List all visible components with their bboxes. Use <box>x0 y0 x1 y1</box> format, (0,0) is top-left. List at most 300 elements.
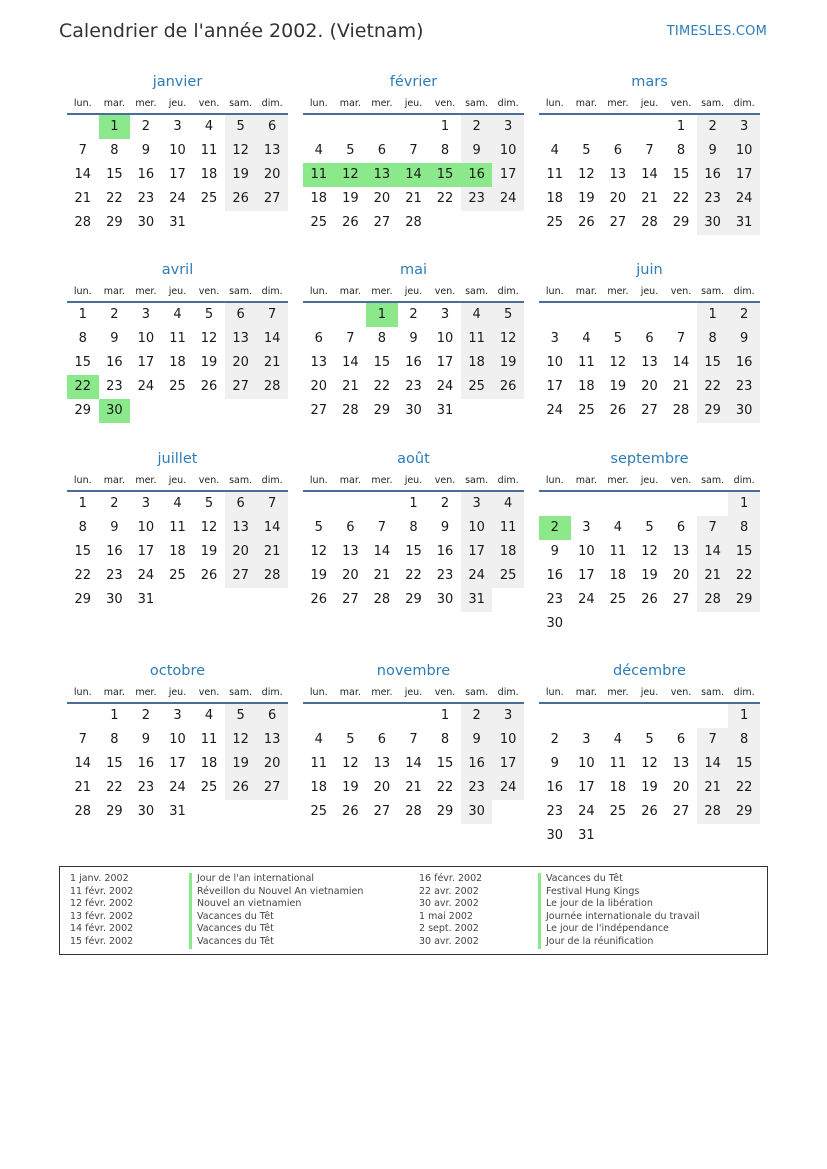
day-cell: 2 <box>697 115 729 139</box>
day-cell: 19 <box>342 780 359 795</box>
day-cell: 30 <box>461 800 493 824</box>
day-cell: 31 <box>578 828 595 843</box>
weekday-label: dim. <box>261 687 283 698</box>
day-cell: 30 <box>728 399 760 423</box>
day-cell: 15 <box>74 544 92 559</box>
day-cell: 27 <box>641 403 658 418</box>
weekday-label: ven. <box>670 286 692 297</box>
empty-day-cell <box>634 492 666 516</box>
day-cell: 7 <box>256 303 288 327</box>
legend-holiday-name: Vacances du Têt <box>189 923 363 936</box>
weekday-label: mer. <box>607 286 629 297</box>
day-cell: 14 <box>672 355 690 370</box>
weekday-label: lun. <box>309 687 328 698</box>
day-cell: 26 <box>641 592 658 607</box>
day-cell: 14 <box>373 544 391 559</box>
empty-day-cell <box>697 704 729 728</box>
weekday-label: mar. <box>103 98 125 109</box>
day-cell: 12 <box>492 327 524 351</box>
day-cell: 31 <box>461 588 493 612</box>
empty-day-cell <box>539 492 571 516</box>
day-cell: 11 <box>609 544 627 559</box>
day-cell: 19 <box>225 752 257 776</box>
day-cell: 21 <box>697 564 729 588</box>
day-cell: 9 <box>550 756 559 771</box>
weekday-label: sam. <box>701 687 725 698</box>
day-cell: 27 <box>672 592 690 607</box>
day-cell: 11 <box>200 143 218 158</box>
legend-holiday-name: Jour de la réunification <box>538 936 700 949</box>
day-cell: 4 <box>204 119 214 134</box>
legend-date: 1 janv. 2002 <box>70 873 129 884</box>
legend-holiday-name: Le jour de l'indépendance <box>538 923 700 936</box>
weekday-label: mar. <box>103 286 125 297</box>
day-cell: 10 <box>137 520 155 535</box>
day-cell: 8 <box>409 520 418 535</box>
day-cell: 15 <box>697 351 729 375</box>
day-cell: 25 <box>461 375 493 399</box>
day-cell: 3 <box>173 708 182 723</box>
day-cell: 4 <box>613 520 623 535</box>
day-cell: 18 <box>310 191 328 206</box>
holiday-day-cell: 11 <box>303 163 335 187</box>
day-cell: 3 <box>141 496 151 511</box>
day-cell: 21 <box>256 351 288 375</box>
day-cell: 15 <box>74 355 92 370</box>
day-cell: 25 <box>310 804 328 819</box>
day-cell: 16 <box>546 568 564 583</box>
day-cell: 7 <box>377 520 387 535</box>
day-cell: 8 <box>697 327 729 351</box>
legend-date: 1 mai 2002 <box>419 910 473 922</box>
day-cell: 12 <box>641 756 658 771</box>
day-cell: 23 <box>546 592 564 607</box>
day-cell: 18 <box>609 568 627 583</box>
day-cell: 17 <box>728 163 760 187</box>
day-cell: 28 <box>256 564 288 588</box>
empty-day-cell <box>67 115 99 139</box>
weekday-label: ven. <box>198 687 220 698</box>
day-cell: 16 <box>106 355 123 370</box>
day-cell: 21 <box>697 776 729 800</box>
weekday-label: mer. <box>135 98 157 109</box>
day-cell: 30 <box>106 592 123 607</box>
day-cell: 9 <box>110 331 119 346</box>
weekday-label: sam. <box>229 687 253 698</box>
month-block <box>303 71 524 235</box>
empty-day-cell <box>303 115 335 139</box>
day-cell: 8 <box>728 728 760 752</box>
weekday-label: sam. <box>465 475 489 486</box>
weekday-label: ven. <box>670 475 692 486</box>
empty-day-cell <box>571 303 603 327</box>
weekday-label: ven. <box>434 286 456 297</box>
day-cell: 6 <box>314 331 323 346</box>
day-cell: 9 <box>440 520 450 535</box>
legend-names-column-2 <box>538 873 700 949</box>
day-cell: 15 <box>436 756 454 771</box>
day-cell: 26 <box>200 568 218 583</box>
weekday-label: dim. <box>261 286 283 297</box>
day-cell: 26 <box>609 403 627 418</box>
day-cell: 15 <box>728 540 760 564</box>
day-cell: 21 <box>342 379 359 394</box>
day-cell: 30 <box>546 616 564 631</box>
legend-holiday-name: Jour de l'an international <box>189 873 363 886</box>
legend-holiday-name: Festival Hung Kings <box>538 886 700 899</box>
day-cell: 2 <box>550 732 559 747</box>
day-cell: 25 <box>492 564 524 588</box>
day-cell: 7 <box>676 331 686 346</box>
day-cell: 22 <box>373 379 391 394</box>
day-cell: 13 <box>256 728 288 752</box>
empty-day-cell <box>335 303 367 327</box>
day-cell: 8 <box>676 143 686 158</box>
day-cell: 5 <box>225 704 257 728</box>
legend-date: 15 févr. 2002 <box>70 935 134 947</box>
weekday-label: mer. <box>607 687 629 698</box>
weekday-label: jeu. <box>168 687 187 698</box>
empty-day-cell <box>335 115 367 139</box>
day-cell: 20 <box>225 351 257 375</box>
day-cell: 5 <box>645 520 654 535</box>
weekday-label: lun. <box>309 98 328 109</box>
empty-day-cell <box>366 704 398 728</box>
weekday-label: ven. <box>434 475 456 486</box>
weekday-label: mer. <box>607 475 629 486</box>
day-cell: 16 <box>405 355 422 370</box>
weekday-label: dim. <box>497 98 519 109</box>
day-cell: 29 <box>728 588 760 612</box>
weekday-label: sam. <box>701 475 725 486</box>
day-cell: 25 <box>310 215 328 230</box>
day-cell: 26 <box>492 375 524 399</box>
day-cell: 12 <box>342 756 359 771</box>
weekday-label: mar. <box>103 687 125 698</box>
day-cell: 10 <box>461 516 493 540</box>
day-cell: 29 <box>373 403 391 418</box>
day-cell: 19 <box>200 355 218 370</box>
day-cell: 17 <box>578 780 595 795</box>
weekday-label: dim. <box>497 475 519 486</box>
weekday-label: jeu. <box>168 475 187 486</box>
weekday-label: mar. <box>575 286 597 297</box>
month-block <box>67 660 288 824</box>
day-cell: 2 <box>141 119 151 134</box>
day-cell: 12 <box>578 167 595 182</box>
weekday-label: lun. <box>309 475 328 486</box>
day-cell: 20 <box>672 568 690 583</box>
day-cell: 23 <box>137 191 155 206</box>
month-name: juin <box>636 262 663 278</box>
day-cell: 4 <box>582 331 591 346</box>
day-grid <box>67 704 288 824</box>
empty-day-cell <box>665 492 697 516</box>
legend-dates-column-1 <box>70 873 133 949</box>
empty-day-cell <box>571 492 603 516</box>
weekday-label: ven. <box>198 98 220 109</box>
weekday-label: ven. <box>670 687 692 698</box>
day-cell: 25 <box>200 780 218 795</box>
day-cell: 12 <box>609 355 627 370</box>
empty-day-cell <box>303 303 335 327</box>
day-cell: 11 <box>546 167 564 182</box>
day-cell: 29 <box>672 215 690 230</box>
day-cell: 31 <box>436 403 454 418</box>
day-cell: 27 <box>256 187 288 211</box>
day-cell: 6 <box>613 143 623 158</box>
day-cell: 21 <box>373 568 391 583</box>
day-cell: 7 <box>409 732 418 747</box>
day-cell: 9 <box>697 139 729 163</box>
day-cell: 12 <box>225 139 257 163</box>
day-cell: 27 <box>225 564 257 588</box>
holiday-day-cell: 30 <box>99 399 131 423</box>
day-cell: 9 <box>461 728 493 752</box>
day-cell: 11 <box>609 756 627 771</box>
day-cell: 11 <box>169 520 186 535</box>
day-cell: 5 <box>204 496 214 511</box>
day-cell: 13 <box>342 544 359 559</box>
day-cell: 20 <box>672 780 690 795</box>
day-cell: 14 <box>74 756 92 771</box>
day-cell: 31 <box>728 211 760 235</box>
day-cell: 1 <box>697 303 729 327</box>
day-cell: 26 <box>342 215 359 230</box>
day-cell: 24 <box>492 776 524 800</box>
day-cell: 22 <box>106 191 123 206</box>
holiday-day-cell: 1 <box>366 303 398 327</box>
weekday-label: dim. <box>497 286 519 297</box>
day-cell: 19 <box>641 780 658 795</box>
weekday-label: dim. <box>261 98 283 109</box>
day-cell: 2 <box>440 496 450 511</box>
empty-day-cell <box>665 303 697 327</box>
legend-holiday-name: Nouvel an vietnamien <box>189 898 363 911</box>
weekday-label: jeu. <box>640 687 659 698</box>
weekday-label: mer. <box>371 286 393 297</box>
day-cell: 1 <box>78 307 87 322</box>
day-cell: 19 <box>342 191 359 206</box>
day-cell: 8 <box>440 732 450 747</box>
weekday-header <box>67 93 288 115</box>
day-cell: 10 <box>728 139 760 163</box>
holiday-day-cell: 13 <box>366 163 398 187</box>
weekday-label: jeu. <box>404 475 423 486</box>
empty-day-cell <box>398 115 430 139</box>
day-cell: 25 <box>578 403 595 418</box>
day-cell: 11 <box>169 331 186 346</box>
weekday-header <box>539 682 760 704</box>
empty-day-cell <box>366 115 398 139</box>
day-cell: 29 <box>728 800 760 824</box>
weekday-label: dim. <box>733 687 755 698</box>
empty-day-cell <box>366 492 398 516</box>
day-cell: 16 <box>137 167 155 182</box>
holiday-legend <box>59 866 768 955</box>
empty-day-cell <box>634 303 666 327</box>
legend-date: 22 avr. 2002 <box>419 885 479 897</box>
legend-date: 30 avr. 2002 <box>419 898 479 910</box>
weekday-label: mer. <box>135 687 157 698</box>
day-cell: 24 <box>546 403 564 418</box>
day-cell: 17 <box>137 544 155 559</box>
day-cell: 24 <box>169 191 186 206</box>
day-cell: 6 <box>676 520 686 535</box>
day-cell: 22 <box>74 568 92 583</box>
day-cell: 26 <box>225 776 257 800</box>
day-cell: 23 <box>461 776 493 800</box>
holiday-day-cell: 14 <box>398 163 430 187</box>
day-cell: 7 <box>346 331 355 346</box>
day-cell: 1 <box>409 496 418 511</box>
day-cell: 16 <box>106 544 123 559</box>
day-cell: 26 <box>578 215 595 230</box>
day-cell: 13 <box>256 139 288 163</box>
holiday-day-cell: 12 <box>335 163 367 187</box>
day-cell: 18 <box>200 756 218 771</box>
day-cell: 9 <box>141 143 151 158</box>
day-cell: 21 <box>641 191 658 206</box>
day-cell: 17 <box>436 355 454 370</box>
day-cell: 18 <box>461 351 493 375</box>
day-cell: 30 <box>137 804 155 819</box>
legend-dates-column-2 <box>419 873 482 949</box>
day-cell: 17 <box>137 355 155 370</box>
day-cell: 2 <box>728 303 760 327</box>
day-cell: 28 <box>641 215 658 230</box>
legend-date: 30 avr. 2002 <box>419 935 479 947</box>
day-cell: 21 <box>405 191 422 206</box>
day-cell: 15 <box>728 752 760 776</box>
month-block <box>303 259 524 423</box>
weekday-label: mar. <box>339 98 361 109</box>
day-cell: 25 <box>169 568 186 583</box>
day-grid <box>539 492 760 636</box>
day-cell: 31 <box>169 215 186 230</box>
day-cell: 20 <box>641 379 658 394</box>
weekday-label: mer. <box>371 98 393 109</box>
holiday-day-cell: 16 <box>461 163 493 187</box>
day-cell: 22 <box>436 191 454 206</box>
day-cell: 4 <box>173 496 182 511</box>
weekday-label: dim. <box>733 286 755 297</box>
day-cell: 4 <box>550 143 559 158</box>
day-cell: 27 <box>310 403 328 418</box>
day-cell: 23 <box>106 568 123 583</box>
day-cell: 22 <box>728 564 760 588</box>
weekday-header <box>67 470 288 492</box>
day-cell: 5 <box>314 520 323 535</box>
day-cell: 27 <box>373 804 391 819</box>
weekday-label: mer. <box>371 687 393 698</box>
day-cell: 6 <box>225 303 257 327</box>
day-cell: 23 <box>697 187 729 211</box>
weekday-label: mar. <box>339 286 361 297</box>
weekday-header <box>303 281 524 303</box>
day-cell: 29 <box>106 215 123 230</box>
day-cell: 3 <box>173 119 182 134</box>
weekday-header <box>303 93 524 115</box>
holiday-day-cell: 15 <box>429 163 461 187</box>
weekday-label: jeu. <box>404 687 423 698</box>
day-cell: 12 <box>225 728 257 752</box>
day-cell: 22 <box>436 780 454 795</box>
holiday-day-cell: 22 <box>67 375 99 399</box>
day-cell: 6 <box>346 520 355 535</box>
day-cell: 5 <box>346 732 355 747</box>
empty-day-cell <box>303 704 335 728</box>
weekday-label: sam. <box>465 687 489 698</box>
day-cell: 10 <box>492 728 524 752</box>
page-title: Calendrier de l'année 2002. (Vietnam) <box>59 20 424 42</box>
empty-day-cell <box>571 704 603 728</box>
day-cell: 19 <box>609 379 627 394</box>
day-cell: 13 <box>225 327 257 351</box>
weekday-header <box>303 470 524 492</box>
month-name: avril <box>161 262 194 278</box>
day-cell: 14 <box>697 752 729 776</box>
day-cell: 21 <box>256 540 288 564</box>
day-cell: 20 <box>225 540 257 564</box>
weekday-label: sam. <box>701 98 725 109</box>
day-cell: 5 <box>225 115 257 139</box>
day-cell: 29 <box>106 804 123 819</box>
day-cell: 27 <box>225 375 257 399</box>
day-cell: 12 <box>200 331 218 346</box>
day-cell: 30 <box>436 592 454 607</box>
weekday-header <box>539 281 760 303</box>
day-cell: 19 <box>492 351 524 375</box>
day-cell: 8 <box>110 143 119 158</box>
day-cell: 3 <box>440 307 450 322</box>
day-cell: 6 <box>256 115 288 139</box>
holiday-day-cell: 2 <box>539 516 571 540</box>
weekday-label: sam. <box>229 286 253 297</box>
month-name: août <box>397 451 430 467</box>
day-cell: 2 <box>141 708 151 723</box>
day-grid <box>303 115 524 235</box>
weekday-label: mar. <box>103 475 125 486</box>
day-cell: 9 <box>409 331 418 346</box>
day-cell: 14 <box>641 167 658 182</box>
day-cell: 5 <box>582 143 591 158</box>
empty-day-cell <box>67 704 99 728</box>
day-grid <box>303 492 524 612</box>
day-cell: 11 <box>200 732 218 747</box>
day-cell: 20 <box>373 191 391 206</box>
day-cell: 2 <box>461 115 493 139</box>
day-cell: 29 <box>405 592 422 607</box>
month-name: janvier <box>152 74 203 90</box>
day-cell: 20 <box>342 568 359 583</box>
day-cell: 12 <box>310 544 328 559</box>
day-cell: 3 <box>492 704 524 728</box>
brand-link[interactable]: TIMESLES.COM <box>666 24 767 39</box>
day-cell: 28 <box>405 215 422 230</box>
day-cell: 15 <box>405 544 422 559</box>
day-cell: 8 <box>377 331 387 346</box>
month-name: septembre <box>610 451 689 467</box>
day-cell: 14 <box>342 355 359 370</box>
day-cell: 26 <box>641 804 658 819</box>
day-cell: 17 <box>169 756 186 771</box>
weekday-label: mer. <box>371 475 393 486</box>
day-cell: 15 <box>373 355 391 370</box>
day-cell: 22 <box>106 780 123 795</box>
day-cell: 7 <box>78 143 87 158</box>
day-grid <box>539 303 760 423</box>
